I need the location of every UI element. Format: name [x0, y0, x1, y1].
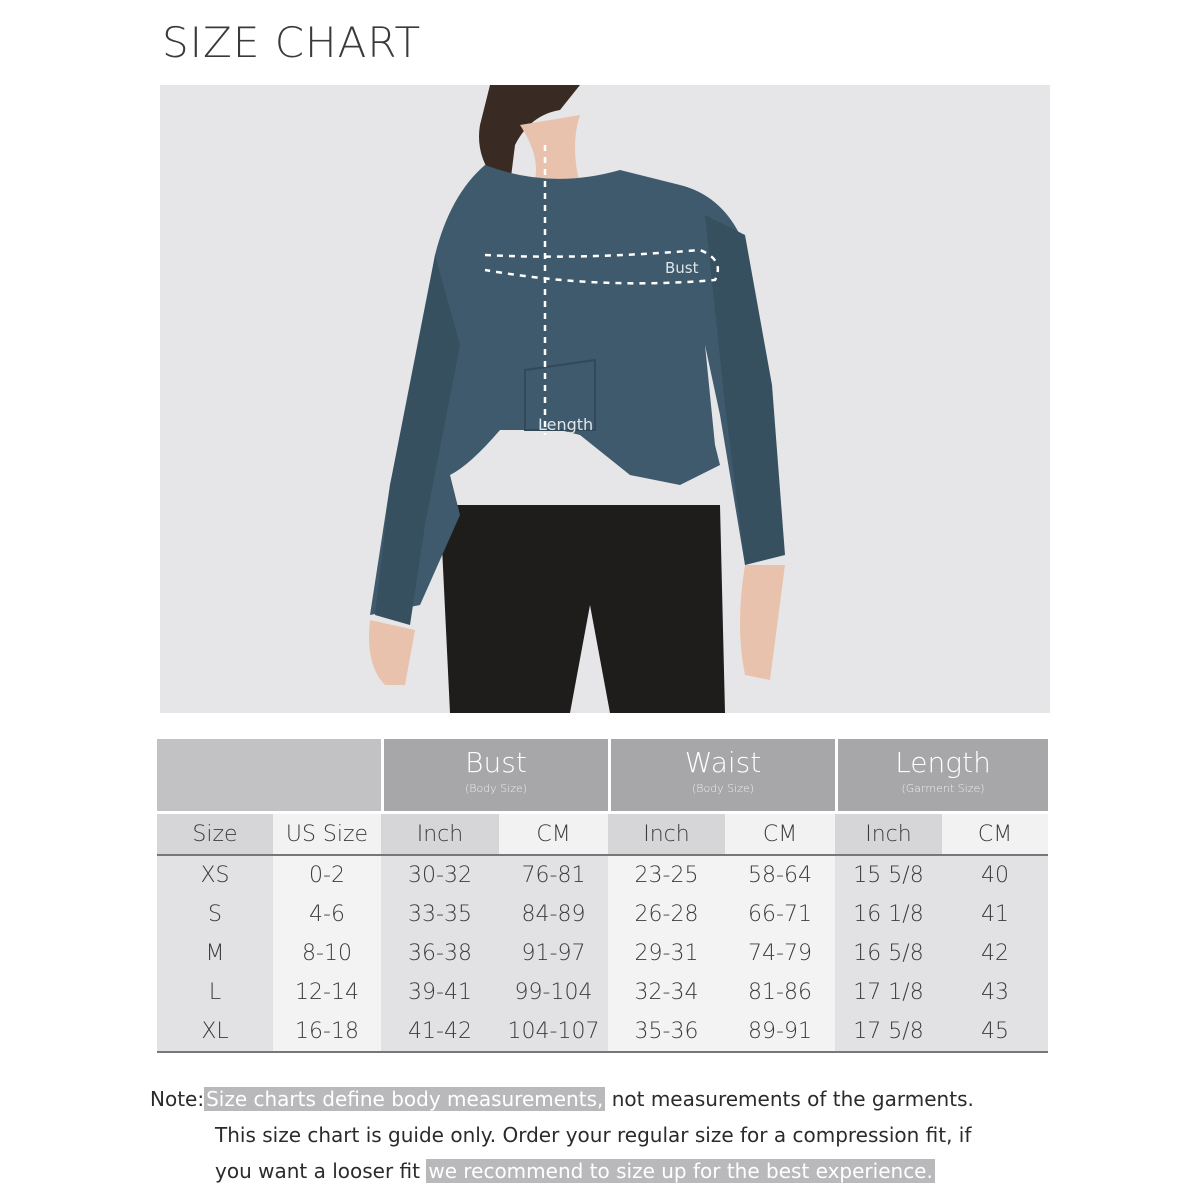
group-sub: (Garment Size)	[901, 782, 985, 795]
table-cell: 33-35	[381, 895, 499, 934]
table-cell: 104-107	[499, 1012, 608, 1053]
table-cell: 99-104	[499, 973, 608, 1012]
table-cell: XS	[157, 856, 273, 895]
table-cell: 30-32	[381, 856, 499, 895]
group-sub: (Body Size)	[691, 782, 755, 795]
note-line-2: This size chart is guide only. Order your regular size for a compression fit, if	[215, 1123, 972, 1147]
table-cell: 17 5/8	[835, 1012, 942, 1053]
page-title: SIZE CHART	[162, 18, 422, 67]
table-cell: 66-71	[725, 895, 835, 934]
product-photo	[160, 85, 1050, 713]
table-cell: 76-81	[499, 856, 608, 895]
table-cell: 81-86	[725, 973, 835, 1012]
table-cell: 0-2	[273, 856, 381, 895]
column-header: CM	[725, 811, 835, 856]
column-header: CM	[499, 811, 608, 856]
group-bust	[381, 739, 608, 811]
table-cell: 23-25	[608, 856, 725, 895]
table-row	[157, 934, 1048, 973]
group-name: Waist	[684, 746, 762, 779]
table-cell: 43	[942, 973, 1048, 1012]
column-header: Size	[157, 811, 273, 856]
column-header: Inch	[608, 811, 725, 856]
table-cell: 41-42	[381, 1012, 499, 1053]
table-cell: M	[157, 934, 273, 973]
note-line-3	[150, 1153, 1060, 1189]
group-header-row	[157, 739, 1048, 811]
table-cell: 84-89	[499, 895, 608, 934]
note-highlight-2: we recommend to size up for the best experience.	[428, 1159, 933, 1183]
table-cell: 29-31	[608, 934, 725, 973]
table-row	[157, 973, 1048, 1012]
table-cell: 74-79	[725, 934, 835, 973]
table-cell: L	[157, 973, 273, 1012]
column-header-row	[157, 811, 1048, 856]
model-illustration	[160, 85, 1050, 713]
table-row	[157, 895, 1048, 934]
note-prefix: Note:	[150, 1087, 205, 1111]
note-highlight-1: Size charts define body measurements,	[206, 1087, 604, 1111]
table-cell: 45	[942, 1012, 1048, 1053]
table-cell: 8-10	[273, 934, 381, 973]
length-label: Length	[538, 415, 594, 434]
table-cell: 26-28	[608, 895, 725, 934]
size-note	[150, 1081, 1060, 1189]
table-cell: 39-41	[381, 973, 499, 1012]
column-header: US Size	[273, 811, 381, 856]
group-waist	[608, 739, 835, 811]
table-cell: 91-97	[499, 934, 608, 973]
table-cell: 16 5/8	[835, 934, 942, 973]
column-header: Inch	[835, 811, 942, 856]
table-cell: 17 1/8	[835, 973, 942, 1012]
table-cell: 89-91	[725, 1012, 835, 1053]
column-header: CM	[942, 811, 1048, 856]
note-line-1	[150, 1081, 1060, 1117]
table-cell: 41	[942, 895, 1048, 934]
note-text-1: not measurements of the garments.	[605, 1087, 974, 1111]
group-sub: (Body Size)	[464, 782, 528, 795]
group-length	[835, 739, 1048, 811]
table-cell: 36-38	[381, 934, 499, 973]
table-cell: 58-64	[725, 856, 835, 895]
pants-shape	[440, 505, 725, 713]
table-cell: 12-14	[273, 973, 381, 1012]
table-cell: 16 1/8	[835, 895, 942, 934]
table-cell: 40	[942, 856, 1048, 895]
table-cell: XL	[157, 1012, 273, 1053]
group-name: Bust	[465, 746, 527, 779]
table-cell: 32-34	[608, 973, 725, 1012]
table-cell: 4-6	[273, 895, 381, 934]
table-cell: 35-36	[608, 1012, 725, 1053]
group-name: Length	[895, 746, 991, 779]
table-row	[157, 1012, 1048, 1053]
size-table	[157, 739, 1048, 1053]
table-cell: 16-18	[273, 1012, 381, 1053]
table-cell: 42	[942, 934, 1048, 973]
column-header: Inch	[381, 811, 499, 856]
table-row	[157, 856, 1048, 895]
bust-label: Bust	[665, 259, 699, 277]
note-text-3: you want a looser fit	[215, 1159, 427, 1183]
table-cell: S	[157, 895, 273, 934]
group-blank	[157, 739, 381, 811]
table-cell: 15 5/8	[835, 856, 942, 895]
